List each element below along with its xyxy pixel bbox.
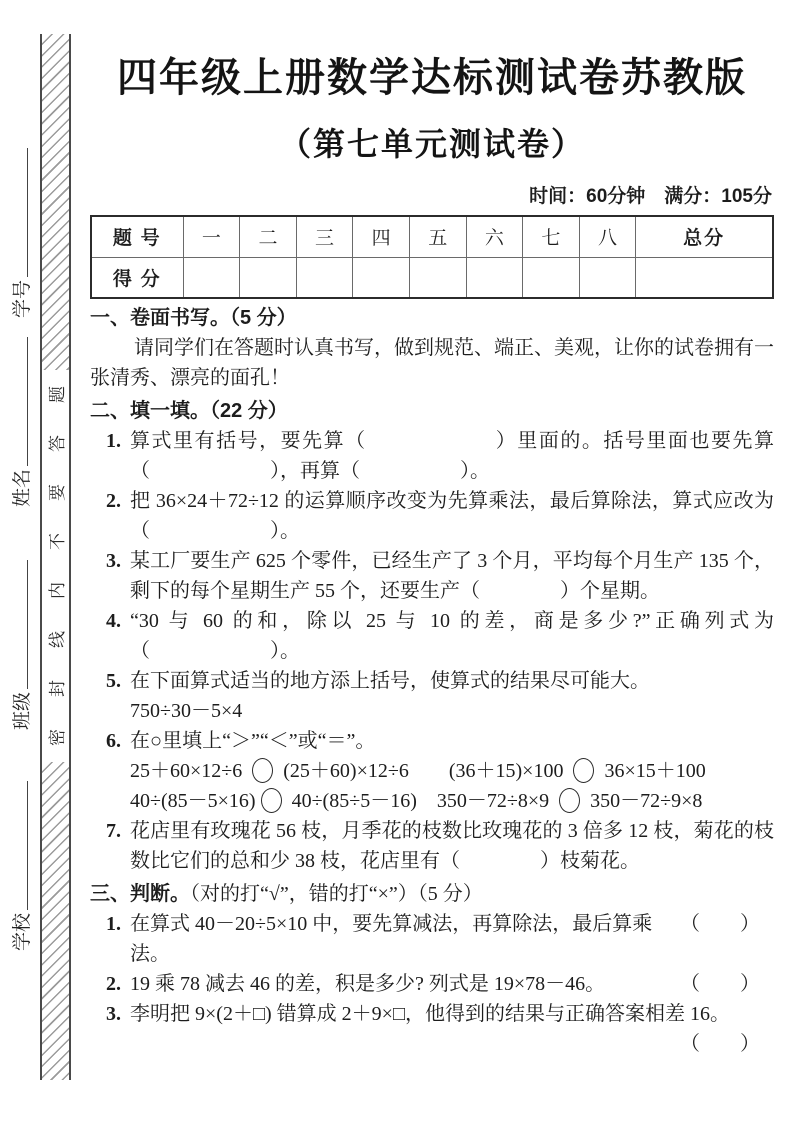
hatch-pattern-top xyxy=(42,34,69,370)
question-number: 3. xyxy=(106,550,121,572)
seal-char: 封 xyxy=(48,680,67,697)
score-table-score-row xyxy=(91,257,773,298)
question-text: 把 36×24＋72÷12 的运算顺序改变为先算乘法，最后算除法，算式应改为（ ）。 xyxy=(130,490,774,542)
question-number: 2. xyxy=(106,973,121,995)
score-table xyxy=(90,215,774,299)
seal-line-strip xyxy=(40,34,71,1080)
name-blank-line xyxy=(27,337,28,466)
seal-char: 答 xyxy=(48,435,67,452)
seal-char: 题 xyxy=(48,386,67,403)
exam-info: 时间：60分钟 满分：105分 xyxy=(529,186,772,207)
judge-question-2 xyxy=(90,969,774,999)
question-number: 2. xyxy=(106,490,121,512)
school-blank-line xyxy=(27,781,28,910)
score-cell xyxy=(409,257,466,298)
student-id-label: 学号 xyxy=(11,279,33,318)
class-blank-line xyxy=(27,560,28,689)
school-field xyxy=(8,781,32,951)
judge-question-3 xyxy=(90,999,774,1029)
question-text: 19 乘 78 减去 46 的差，积是多少? 列式是 19×78－46。 xyxy=(130,973,606,995)
judge-question-3-answer-line xyxy=(90,1029,774,1059)
student-id-field xyxy=(8,148,32,318)
comparison-circle xyxy=(559,788,580,813)
question-number-label: 题 号 xyxy=(91,216,183,257)
hatch-pattern-bottom xyxy=(42,762,69,1080)
paper-content xyxy=(90,30,774,1059)
class-label: 班级 xyxy=(11,691,33,730)
col-6: 六 xyxy=(466,216,523,257)
answer-parentheses: （ ） xyxy=(680,1033,760,1055)
answer-parentheses: （ ） xyxy=(680,913,760,935)
seal-char: 线 xyxy=(48,631,67,648)
score-cell xyxy=(579,257,636,298)
col-7: 七 xyxy=(523,216,580,257)
question-number: 3. xyxy=(106,1003,121,1025)
question-text: 算式里有括号，要先算（ ）里面的。括号里面也要先算（ ），再算（ ）。 xyxy=(130,430,774,482)
score-table-header-row xyxy=(91,216,773,257)
fill-question-1 xyxy=(90,426,774,486)
question-number: 7. xyxy=(106,820,121,842)
section3-heading-note: （对的打“√”，错的打“×”）（5 分） xyxy=(190,883,483,905)
answer-parentheses: （ ） xyxy=(680,973,760,995)
school-label: 学校 xyxy=(11,912,33,951)
col-8: 八 xyxy=(579,216,636,257)
score-cell xyxy=(296,257,353,298)
name-field xyxy=(8,337,32,507)
section1-heading: 一、卷面书写。（5 分） xyxy=(90,307,297,329)
score-label: 得 分 xyxy=(91,257,183,298)
col-4: 四 xyxy=(353,216,410,257)
question-text: 在算式 40－20÷5×10 中，要先算减法，再算除法，最后算乘法。 xyxy=(130,913,653,965)
fill-question-3 xyxy=(90,546,774,606)
page-title: 四年级上册数学达标测试卷苏教版 xyxy=(117,56,747,100)
fill-question-5 xyxy=(90,666,774,696)
question-number: 1. xyxy=(106,430,121,452)
score-cell xyxy=(353,257,410,298)
fill-question-6 xyxy=(90,726,774,756)
question-text: “30 与 60 的和，除以 25 与 10 的差，商是多少?”正确列式为（ ）。 xyxy=(130,610,774,662)
col-1: 一 xyxy=(183,216,240,257)
section3-heading-bold: 三、判断。 xyxy=(90,883,190,905)
class-field xyxy=(8,560,32,730)
question-number: 6. xyxy=(106,730,121,752)
name-label: 姓名 xyxy=(11,468,33,507)
seal-char: 密 xyxy=(48,729,67,746)
question-text: 某工厂要生产 625 个零件，已经生产了 3 个月，平均每个月生产 135 个，剩下的每个星期生产 55 个，还要生产（ ）个星期。 xyxy=(130,550,774,602)
seal-char: 不 xyxy=(48,533,67,550)
comparison-circle xyxy=(573,758,594,783)
score-cell xyxy=(240,257,297,298)
score-cell-total xyxy=(636,257,773,298)
seal-line-text xyxy=(42,370,69,762)
col-3: 三 xyxy=(296,216,353,257)
question-text: 在○里填上“＞”“＜”或“＝”。 xyxy=(130,730,376,752)
seal-char: 要 xyxy=(48,484,67,501)
question-text: 在下面算式适当的地方添上括号，使算式的结果尽可能大。 xyxy=(130,670,650,692)
comparison-circle xyxy=(261,788,282,813)
comparison-circle xyxy=(252,758,273,783)
question-number: 1. xyxy=(106,913,121,935)
question-text: 李明把 9×(2＋□) 错算成 2＋9×□，他得到的结果与正确答案相差 16。 xyxy=(130,1003,731,1025)
section2-heading: 二、填一填。（22 分） xyxy=(90,400,288,422)
judge-question-1 xyxy=(90,909,774,969)
col-5: 五 xyxy=(409,216,466,257)
question-6-comparison-row-2: 40÷(85－5×16) 40÷(85÷5－16) 350－72÷8×9 350－72÷9×8 xyxy=(130,790,703,812)
score-cell xyxy=(466,257,523,298)
score-cell xyxy=(183,257,240,298)
col-total: 总分 xyxy=(636,216,773,257)
fill-question-2 xyxy=(90,486,774,546)
section3-heading xyxy=(90,879,774,909)
section1-body: 请同学们在答题时认真书写，做到规范、端正、美观，让你的试卷拥有一张清秀、漂亮的面孔！ xyxy=(90,337,774,389)
question-6-comparison-row-1: 25＋60×12÷6 (25＋60)×12÷6 (36＋15)×100 36×15＋100 xyxy=(130,760,706,782)
question-text: 花店里有玫瑰花 56 枝，月季花的枝数比玫瑰花的 3 倍多 12 枝，菊花的枝数比它们的总和少 38 枝，花店里有（ ）枝菊花。 xyxy=(130,820,774,872)
col-2: 二 xyxy=(240,216,297,257)
student-id-blank-line xyxy=(27,148,28,277)
question-number: 5. xyxy=(106,670,121,692)
question-number: 4. xyxy=(106,610,121,632)
question-5-expression: 750÷30－5×4 xyxy=(130,700,243,722)
score-cell xyxy=(523,257,580,298)
fill-question-4 xyxy=(90,606,774,666)
fill-question-7 xyxy=(90,816,774,876)
seal-char: 内 xyxy=(48,582,67,599)
page-subtitle: （第七单元测试卷） xyxy=(278,126,585,162)
